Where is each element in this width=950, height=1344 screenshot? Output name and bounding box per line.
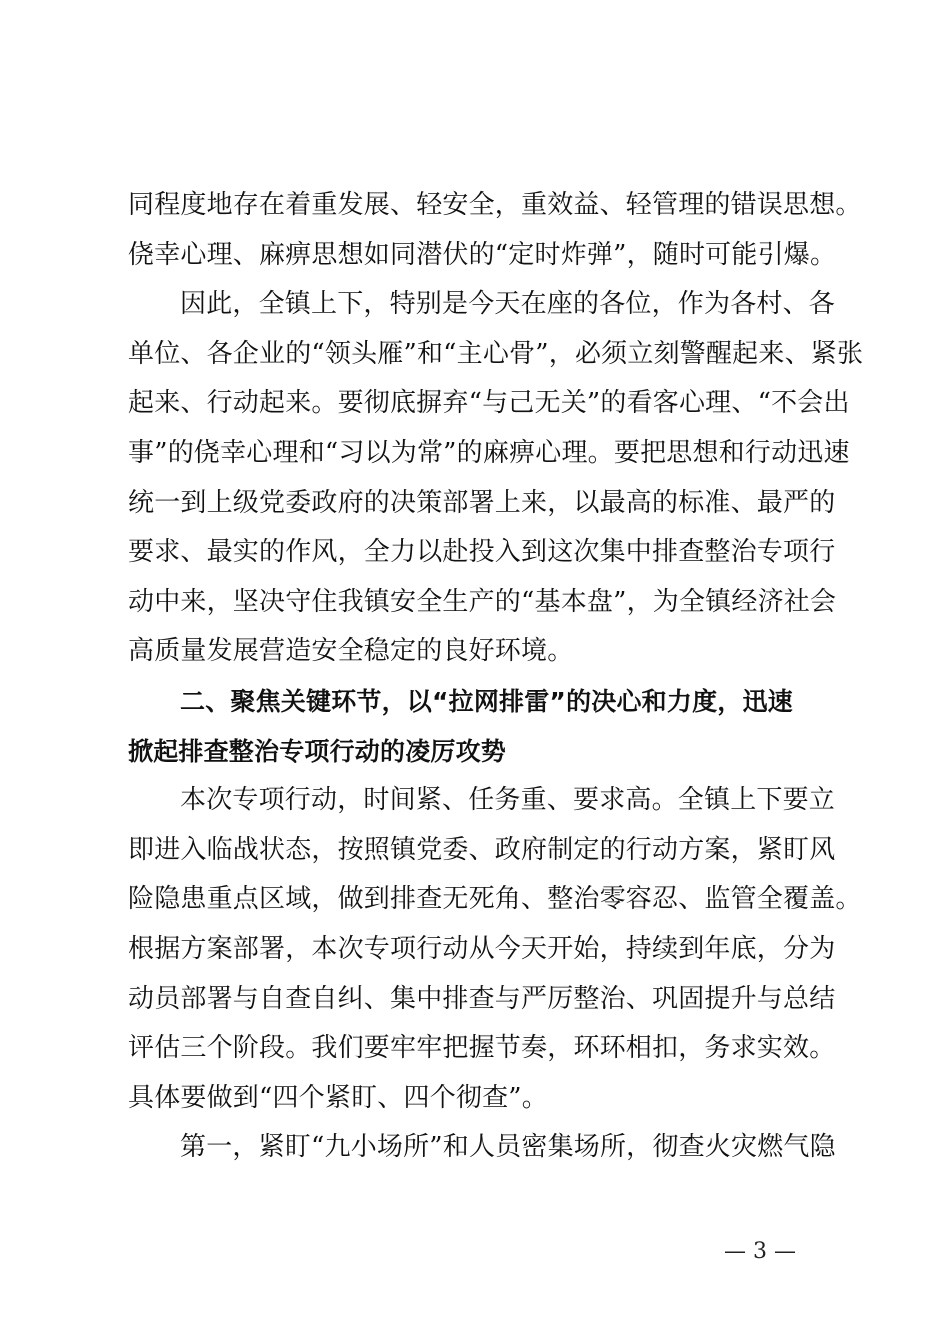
body-line: 动中来，坚决守住我镇安全生产的“基本盘”，为全镇经济社会 bbox=[128, 586, 837, 617]
body-line: 单位、各企业的“领头雁”和“主心骨”，必须立刻警醒起来、紧张 bbox=[128, 338, 864, 369]
body-line: 侥幸心理、麻痹思想如同潜伏的“定时炸弹”，随时可能引爆。 bbox=[128, 239, 837, 270]
document-body bbox=[128, 181, 864, 1173]
section-heading-line: 二、聚焦关键环节，以“拉网排雷”的决心和力度，迅速 bbox=[180, 686, 793, 716]
body-line: 要求、最实的作风，全力以赴投入到这次集中排查整治专项行 bbox=[128, 537, 836, 568]
body-line: 具体要做到“四个紧盯、四个彻查”。 bbox=[128, 1082, 548, 1113]
body-line: 根据方案部署，本次专项行动从今天开始，持续到年底，分为 bbox=[128, 933, 836, 964]
body-line: 动员部署与自查自纠、集中排查与严厉整治、巩固提升与总结 bbox=[128, 983, 836, 1014]
body-line: 同程度地存在着重发展、轻安全，重效益、轻管理的错误思想。 bbox=[128, 190, 862, 220]
body-line: 高质量发展营造安全稳定的良好环境。 bbox=[128, 636, 574, 667]
section-heading-line: 掀起排查整治专项行动的凌厉攻势 bbox=[128, 736, 507, 766]
paragraph-first-line: 本次专项行动，时间紧、任务重、要求高。全镇上下要立 bbox=[180, 785, 836, 816]
body-line: 起来、行动起来。要彻底摒弃“与己无关”的看客心理、“不会出 bbox=[128, 388, 850, 419]
paragraph-first-line: 因此，全镇上下，特别是今天在座的各位，作为各村、各 bbox=[180, 289, 836, 320]
body-line: 统一到上级党委政府的决策部署上来，以最高的标准、最严的 bbox=[128, 487, 836, 518]
body-line: 即进入临战状态，按照镇党委、政府制定的行动方案，紧盯风 bbox=[128, 834, 836, 865]
body-line: 事”的侥幸心理和“习以为常”的麻痹心理。要把思想和行动迅速 bbox=[128, 437, 850, 468]
body-line: 评估三个阶段。我们要牢牢把握节奏，环环相扣，务求实效。 bbox=[128, 1033, 836, 1064]
paragraph-first-line: 第一，紧盯“九小场所”和人员密集场所，彻查火灾燃气隐 bbox=[180, 1132, 836, 1163]
page-number: — 3 — bbox=[724, 1239, 796, 1264]
body-line: 险隐患重点区域，做到排查无死角、整治零容忍、监管全覆盖。 bbox=[128, 884, 862, 915]
